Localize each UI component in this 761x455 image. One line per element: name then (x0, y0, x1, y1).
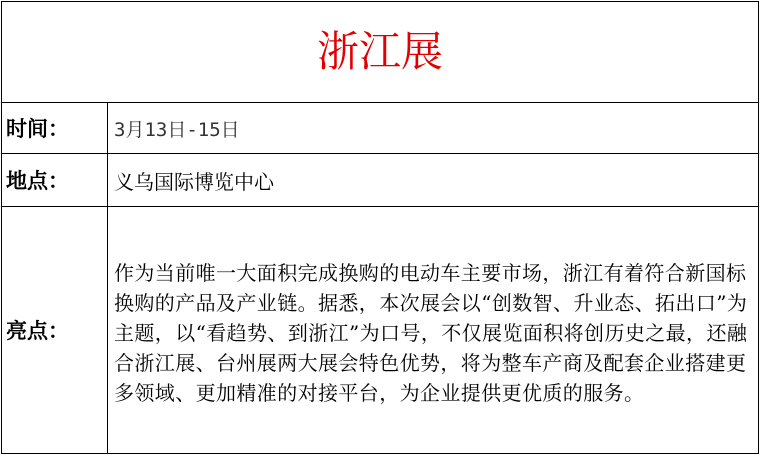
time-value: 3月13日-15日 (108, 103, 759, 154)
highlight-row (2, 207, 759, 454)
highlight-label: 亮点： (2, 207, 108, 454)
highlight-text: 作为当前唯一大面积完成换购的电动车主要市场，浙江有着符合新国标换购的产品及产业链。据悉，本次展会以“创数智、升业态、拓出口”为主题，以“看趋势、到浙江”为口号，不仅展览面积将创历史之最，还融合浙江展、台州展两大展会特色优势，将为整车产商及配套企业搭建更多领域、更加精准的对接平台，为企业提供更优质的服务。 (114, 261, 748, 405)
time-label: 时间： (2, 103, 108, 154)
place-label: 地点： (2, 154, 108, 207)
highlight-cell (108, 207, 759, 454)
place-value: 义乌国际博览中心 (108, 154, 759, 207)
exhibition-title: 浙江展 (2, 2, 759, 103)
time-row (2, 103, 759, 154)
title-row (2, 2, 759, 103)
exhibition-info-table (1, 1, 759, 454)
place-row (2, 154, 759, 207)
